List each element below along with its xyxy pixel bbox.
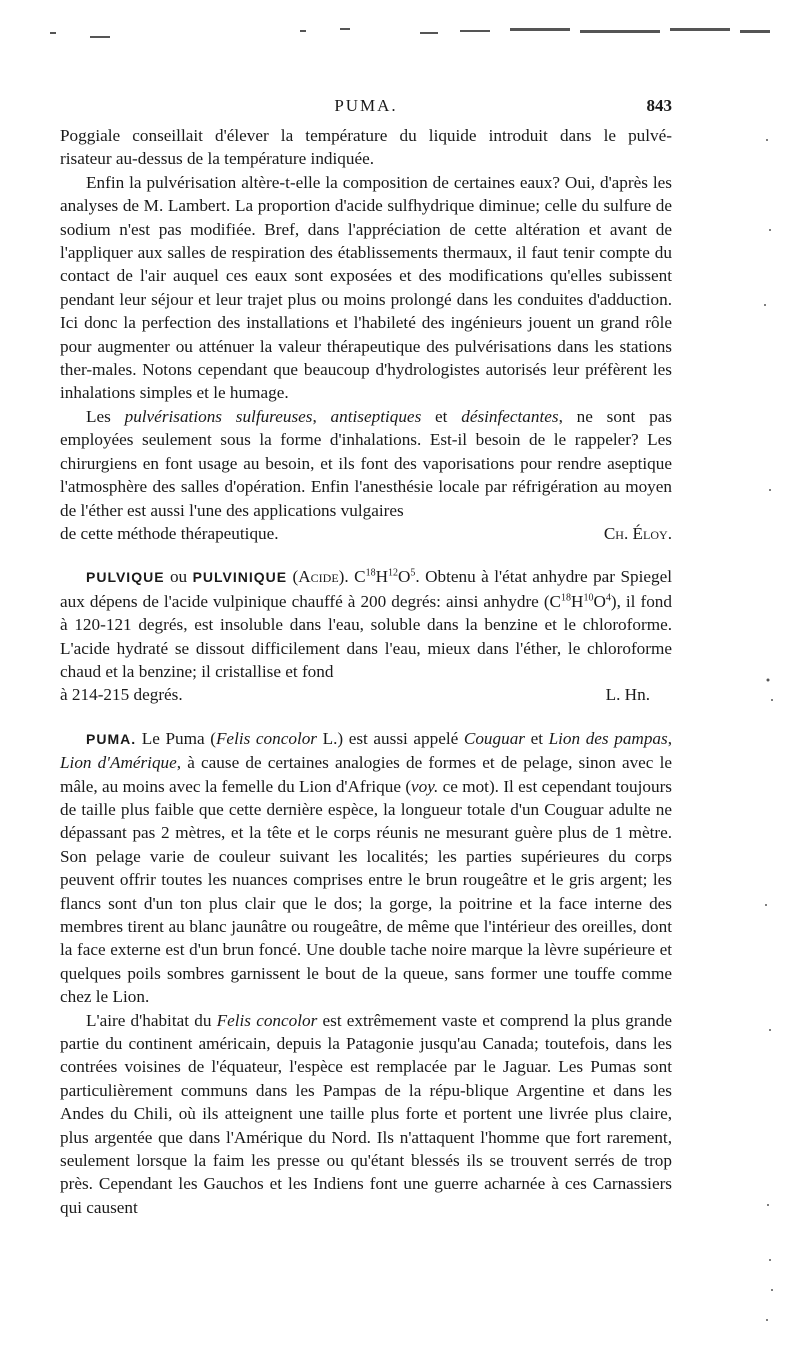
para1-line1: Poggiale conseillait d'élever la température du liquide introduit dans le pulvé- bbox=[60, 126, 672, 145]
entry-pulvique-end: à 214-215 degrés. L. Hn. bbox=[60, 683, 672, 706]
running-title: PUMA. bbox=[334, 96, 398, 115]
running-header bbox=[60, 96, 672, 124]
entry-puma: PUMA. Le Puma (Felis concolor L.) est aussi appelé Couguar et Lion des pampas, Lion d'Amérique, à cause de certaines analogies de formes et de pelage, sinon avec le mâle, au moins avec la femelle du Lion d'Afrique (voy. ce mot). Il est cependant toujours de taille plus faible que cette dernière espèce, la longueur totale d'un Couguar adulte ne dépassant pas 2 mètres, et la tête et le corps réunis ne mesurant guère plus de 1 mètre. Son pelage varie de couleur suivant les localités; les parties supérieures du corps peuvent offrir toutes les nuances comprises entre le brun rougeâtre et le gris argent; les flancs sont d'un ton plus clair que le dos; la gorge, la poitrine et la face interne des membres tirent au blanc jaunâtre ou rougeâtre, de même que l'intérieur des oreilles, dont la face externe est d'un brun foncé. Une double tache noire marque la lèvre supérieure et quelques poils sombres garnissent le bout de la queue, sans former une touffe comme chez le Lion. bbox=[60, 728, 672, 1007]
paragraph-spray-uses: Les pulvérisations sulfureuses, antiseptiques et désinfectantes, ne sont pas employées seulement sous la forme d'inhalations. Est-il besoin de le rappeler? Les chirurgiens en font usage au besoin, et ils font des vaporisations pour rendre aseptique l'atmosphère des salles d'opération. Enfin l'anesthésie locale par réfrigération au moyen de l'éther est aussi l'une des applications vulgaires bbox=[60, 406, 672, 520]
entry-heading: PUMA. bbox=[86, 730, 137, 747]
entry-pulvique: PULVIQUE ou PULVINIQUE (Acide). $C^{18}H^{12}O^5$. Obtenu à l'état anhydre par Spiegel aux dépens de l'acide vulpinique chauffé à 200 degrés: ainsi anhydre $(C^{18}H^{10}O^4)$, il fond à 120-121 degrés, est insoluble dans l'eau, soluble dans la benzine et le chloroforme. L'acide hydraté se dissout difficilement dans l'eau, mieux dans l'éther, le chloroforme chaud et la benzine; il cristallise et fond bbox=[60, 567, 672, 681]
book-page bbox=[60, 96, 672, 1219]
entry-heading: PULVIQUE bbox=[86, 569, 165, 586]
author-signature: Ch. Éloy. bbox=[603, 523, 672, 543]
paragraph-puma-habitat: L'aire d'habitat du Felis concolor est extrêmement vaste et comprend la plus grande partie du continent américain, depuis la Patagonie jusqu'au Canada; toutefois, dans les contrées voisines de l'équateur, l'espèce est remplacée par le Jaguar. Les Pumas sont particulièrement communs dans les Pampas de la répu-blique Argentine et dans les Andes du Chili, où ils atteignent une taille plus forte et portent une livrée plus claire, plus argentée que dans l'Amérique du Nord. Ils n'attaquent l'homme que fort rarement, seulement lorsque la faim les presse ou qu'étant blessés ils se trouvent serrés de trop près. Cependant les Gauchos et les Indiens font une guerre acharnée à ces Carnassiers qui causent bbox=[60, 1010, 672, 1217]
para1-line2: risateur au-dessus de la température indiquée. bbox=[60, 149, 375, 169]
paragraph-spray-alteration: Enfin la pulvérisation altère-t-elle la composition de certaines eaux? Oui, d'après les analyses de M. Lambert. La proportion d'acide sulfhydrique diminue; celle du sulfure de sodium n'est pas modifiée. Bref, dans l'appréciation de cette altération et avant de l'appliquer aux salles de respiration des établissements thermaux, il faut tenir compte du contact de l'air auquel ces eaux sont exposées et des modifications qu'elles subissent pendant leur séjour et leur trajet plus ou moins prolongé dans les conduites d'adduction. Ici donc la perfection des installations et l'habileté des ingénieurs jouent un grand rôle pour augmenter ou atténuer la valeur thérapeutique des pulvérisations dans les stations ther-males. Notons cependant que beaucoup d'hydrologistes autorisés leur préfèrent les inhalations simples et le humage. bbox=[60, 172, 672, 403]
paragraph-spray-uses-end: de cette méthode thérapeutique. Ch. Éloy. bbox=[60, 522, 672, 545]
author-signature: L. Hn. bbox=[605, 685, 650, 705]
page-number: 843 bbox=[646, 96, 672, 115]
